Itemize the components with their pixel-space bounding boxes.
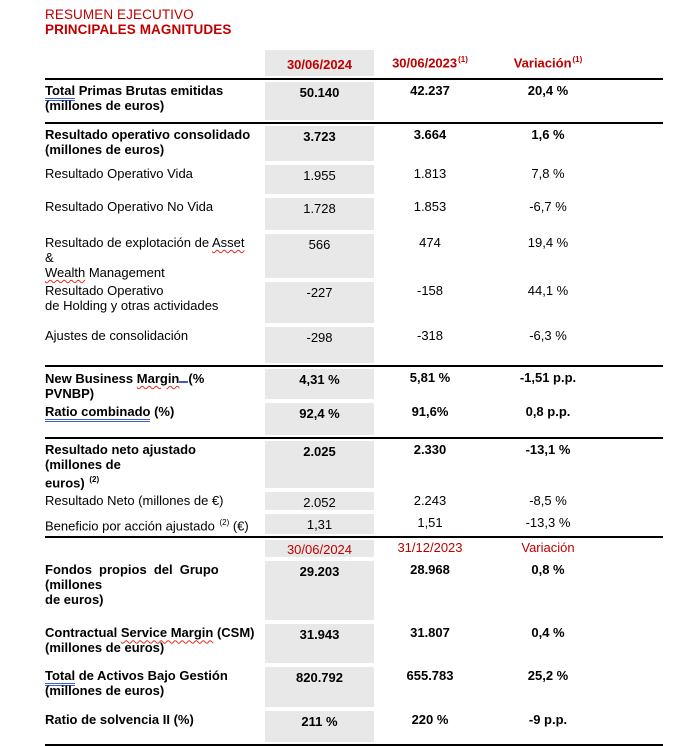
value-prior-period	[374, 401, 486, 419]
table-row	[45, 665, 663, 709]
label-text: (%)	[150, 404, 175, 419]
row-label-line	[45, 668, 255, 683]
row-label	[45, 196, 265, 214]
cell-text: -1,51 p.p.	[519, 370, 577, 385]
label-text: Ratio de solvencia II (%)	[45, 712, 194, 728]
value-variation	[486, 232, 610, 250]
cell-text: 20,4 %	[527, 83, 569, 98]
cell-text: 220 %	[411, 712, 449, 728]
spellcheck-wavy-underline: Asset	[211, 235, 245, 250]
cell-text: 2.330	[413, 442, 447, 457]
footnote-superscript: (1)	[458, 55, 468, 64]
cell-text: 3.664	[413, 127, 447, 142]
value-prior-period	[374, 124, 486, 142]
value-variation	[486, 622, 610, 640]
row-label	[45, 80, 265, 113]
cell-text: 91,6%	[411, 404, 449, 419]
label-text: Beneficio por acción ajustado	[45, 518, 219, 534]
cell-text: 1,31	[306, 517, 333, 533]
cell-text: 3.723	[303, 129, 336, 144]
value-prior-period	[374, 665, 486, 683]
cell-text: 44,1 %	[527, 283, 569, 298]
label-text: (millones de euros)	[45, 98, 165, 113]
value-variation	[486, 665, 610, 683]
cell-text: 92,4 %	[299, 406, 340, 421]
row-label	[45, 622, 265, 655]
label-text: Ajustes de consolidación	[45, 328, 189, 343]
label-text: Primas Brutas emitidas	[75, 83, 224, 98]
cell-text: 31.943	[299, 627, 340, 643]
spellcheck-wavy-underline: Service Margin	[120, 625, 214, 641]
col-header-prior-period	[374, 48, 486, 70]
table-row	[45, 196, 663, 232]
cell-text: 0,4 %	[531, 625, 565, 641]
value-prior-period	[374, 439, 486, 457]
value-variation	[486, 439, 610, 457]
table-row	[45, 325, 663, 365]
row-label	[45, 48, 265, 55]
row-label-line	[45, 592, 255, 607]
table-row	[45, 122, 663, 163]
value-2024	[265, 665, 374, 709]
value-prior-period	[374, 559, 486, 577]
value-2024	[265, 439, 374, 490]
value-variation	[486, 367, 610, 385]
cell-text: 655.783	[406, 668, 454, 684]
cell-text: Variación	[513, 55, 572, 71]
label-text: Fondos propios del Grupo (millones	[45, 562, 219, 593]
row-label-line	[45, 472, 255, 490]
value-2024	[265, 401, 374, 437]
value-variation	[486, 196, 610, 214]
row-label-line	[45, 640, 255, 655]
cell-text: -13,3 %	[525, 515, 571, 531]
value-variation	[486, 401, 610, 419]
row-label	[45, 490, 265, 508]
row-label-line	[45, 265, 255, 280]
value-2024	[265, 559, 374, 622]
value-2024	[265, 280, 374, 325]
cell-text: -13,1 %	[525, 442, 571, 457]
value-2024	[265, 709, 374, 744]
cell-text: 211 %	[301, 714, 338, 730]
label-text: (millones de euros)	[45, 640, 165, 656]
label-text: (€)	[229, 518, 249, 534]
table-row	[45, 512, 663, 536]
cell-text: 1.853	[413, 199, 447, 214]
row-label	[45, 232, 265, 280]
value-variation	[486, 325, 610, 343]
cell-text: -6,7 %	[529, 199, 567, 214]
row-label-line	[45, 442, 255, 472]
value-variation	[486, 280, 610, 298]
cell-text: 30/06/2024	[286, 57, 353, 72]
label-text: Resultado Operativo No Vida	[45, 199, 214, 214]
table-row	[45, 365, 663, 401]
cell-text: -6,3 %	[529, 328, 567, 343]
label-text: de euros)	[45, 592, 104, 608]
value-variation	[486, 709, 610, 727]
col-header-variation	[486, 538, 610, 555]
row-label-line	[45, 404, 255, 419]
cell-text: 2.052	[303, 495, 336, 511]
table-header-row	[45, 48, 663, 78]
value-2024	[265, 163, 374, 196]
cell-text: -227	[306, 285, 333, 300]
cell-text: 7,8 %	[531, 166, 565, 181]
label-text: euros)	[45, 475, 89, 491]
table-row	[45, 232, 663, 280]
cell-text: 28.968	[410, 562, 450, 578]
value-prior-period	[374, 622, 486, 640]
row-label-line	[45, 683, 255, 698]
row-label	[45, 124, 265, 157]
row-label-line	[45, 712, 255, 727]
value-variation	[486, 124, 610, 142]
cell-text: 1,6 %	[531, 127, 565, 142]
value-2024	[265, 196, 374, 232]
table-row	[45, 709, 663, 744]
cell-text: 820.792	[296, 670, 343, 686]
value-variation	[486, 512, 610, 530]
col-header-prior-period	[374, 538, 486, 555]
label-text: (CSM)	[213, 625, 255, 641]
value-prior-period	[374, 512, 486, 530]
value-prior-period	[374, 490, 486, 508]
value-prior-period	[374, 196, 486, 214]
cell-text: 30/06/2024	[286, 542, 353, 558]
table-header-row	[45, 536, 663, 559]
value-2024	[265, 80, 374, 122]
label-text: (% PVNBP)	[45, 371, 205, 401]
footnote-superscript: (2)	[89, 475, 100, 484]
row-label	[45, 709, 265, 727]
row-label	[45, 665, 265, 698]
report-title: RESUMEN EJECUTIVO	[45, 7, 194, 22]
cell-text: 4,31 %	[299, 372, 340, 387]
cell-text: Variación	[521, 540, 575, 556]
label-text: Resultado de explotación de	[45, 235, 212, 250]
value-prior-period	[374, 163, 486, 181]
value-variation	[486, 80, 610, 98]
label-text: de Activos Bajo Gestión	[75, 668, 228, 684]
row-label-line	[45, 328, 255, 343]
cell-text: 29.203	[299, 564, 340, 580]
row-label	[45, 559, 265, 607]
value-2024	[265, 512, 374, 536]
value-prior-period	[374, 80, 486, 98]
row-label-line	[45, 493, 255, 508]
label-text: (millones de euros)	[45, 683, 165, 699]
row-label	[45, 401, 265, 419]
cell-text: 31.807	[410, 625, 450, 641]
table-row	[45, 437, 663, 490]
row-label	[45, 280, 265, 313]
cell-text: 19,4 %	[527, 235, 569, 250]
cell-text: 25,2 %	[527, 668, 569, 684]
value-2024	[265, 325, 374, 365]
value-variation	[486, 490, 610, 508]
cell-text: 566	[308, 237, 331, 252]
value-2024	[265, 367, 374, 401]
cell-text: 50.140	[299, 85, 340, 100]
grammar-double-underline: Total	[45, 668, 75, 686]
table-row	[45, 622, 663, 665]
cell-text: 474	[419, 235, 441, 250]
cell-text: 2.025	[303, 444, 336, 459]
spellcheck-wavy-underline: Margin	[136, 371, 180, 386]
cell-text: 0,8 %	[531, 562, 565, 578]
value-prior-period	[374, 232, 486, 250]
report-subtitle: PRINCIPALES MAGNITUDES	[45, 22, 232, 37]
row-label	[45, 367, 265, 401]
value-variation	[486, 163, 610, 181]
cell-text: -298	[306, 330, 333, 345]
document-title-block	[45, 7, 231, 37]
cell-text: 1.728	[303, 201, 336, 216]
row-label	[45, 538, 265, 540]
label-text: Contractual	[45, 625, 121, 641]
cell-text: 2.243	[413, 493, 447, 509]
spellcheck-wavy-underline: Wealth	[45, 265, 86, 280]
label-text: (millones de euros)	[45, 142, 165, 157]
row-label-line	[45, 298, 255, 313]
row-label	[45, 325, 265, 343]
row-label	[45, 163, 265, 181]
label-text: Resultado Operativo Vida	[45, 166, 193, 181]
cell-text: 1.813	[413, 166, 447, 181]
row-label-line	[45, 83, 255, 98]
col-header-2024	[265, 48, 374, 78]
table-row	[45, 401, 663, 437]
value-prior-period	[374, 280, 486, 298]
table-row	[45, 163, 663, 196]
row-label-line	[45, 142, 255, 157]
cell-text: -318	[416, 328, 444, 343]
col-header-variation	[486, 48, 610, 70]
label-text: Management	[85, 265, 165, 280]
table-row	[45, 280, 663, 325]
label-text: de Holding y otras actividades	[45, 298, 219, 313]
value-prior-period	[374, 709, 486, 727]
row-label-line	[45, 515, 255, 533]
row-label	[45, 439, 265, 490]
grammar-double-underline: Total	[45, 83, 75, 101]
row-label-line	[45, 98, 255, 113]
cell-text: 30/06/2023	[392, 55, 458, 71]
row-label-line	[45, 625, 255, 640]
row-label-line	[45, 562, 255, 592]
cell-text: -8,5 %	[529, 493, 567, 509]
label-text: Resultado Operativo	[45, 283, 164, 298]
cell-text: 31/12/2023	[397, 540, 463, 556]
row-label-line	[45, 199, 255, 214]
label-text: Resultado Neto (millones de €)	[45, 493, 224, 509]
row-label-line	[45, 370, 255, 401]
cell-text: 0,8 p.p.	[525, 404, 571, 419]
row-label-line	[45, 166, 255, 181]
value-2024	[265, 124, 374, 163]
value-prior-period	[374, 367, 486, 385]
label-text: New Business	[45, 371, 137, 386]
cell-text: 1,51	[417, 515, 443, 531]
label-text: Resultado neto ajustado (millones de	[45, 442, 196, 472]
row-label-line	[45, 283, 255, 298]
value-2024	[265, 622, 374, 665]
cell-text: -158	[416, 283, 444, 298]
table	[45, 48, 663, 746]
cell-text: -9 p.p.	[528, 712, 568, 728]
table-row	[45, 490, 663, 512]
value-prior-period	[374, 325, 486, 343]
footnote-superscript: (2)	[219, 518, 230, 528]
value-variation	[486, 559, 610, 577]
cell-text: 42.237	[410, 83, 450, 98]
footnote-superscript: (1)	[572, 55, 583, 64]
value-2024	[265, 490, 374, 512]
label-text: Resultado operativo consolidado	[45, 127, 251, 142]
table-row	[45, 78, 663, 122]
cell-text: 5,81 %	[409, 370, 451, 385]
row-label-line	[45, 235, 255, 265]
cell-text: 1.955	[303, 168, 336, 183]
table-row	[45, 559, 663, 622]
grammar-double-underline: Ratio combinado	[45, 404, 150, 422]
row-label	[45, 512, 265, 533]
row-label-line	[45, 127, 255, 142]
label-text: &	[45, 250, 54, 265]
value-2024	[265, 232, 374, 280]
col-header-2024	[265, 538, 374, 559]
